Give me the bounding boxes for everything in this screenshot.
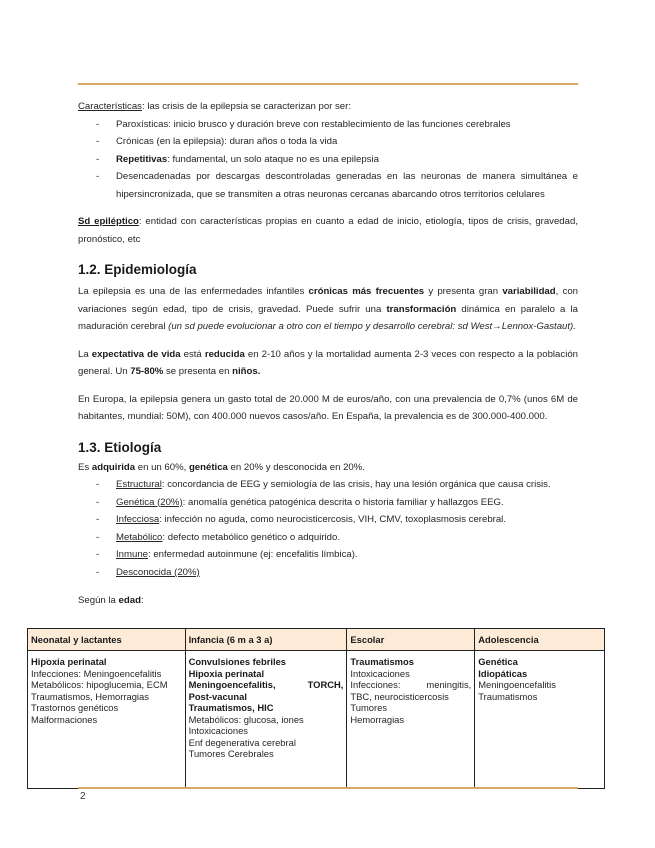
section-heading-epidemiologia: 1.2. Epidemiología [78, 262, 197, 277]
list-item: - Genética (20%): anomalía genética patogénica descrita o historia familiar y hallazgos EEG. [78, 494, 578, 512]
list-item: - Paroxísticas: inicio brusco y duración breve con restablecimiento de las funciones cerebrales [78, 116, 578, 134]
epidemiologia-paragraph-1: La epilepsia es una de las enfermedades infantiles crónicas más frecuentes y presenta gran variabilidad, con variaciones según edad, tipo de crisis, gravedad. Puede sufrir una transformación dinámica en paralelo a la maduración cerebral (un sd puede evolucionar a otro con el tiempo y desarrollo cerebral: sd West→Lennox-Gastaut). [78, 286, 578, 332]
etiologia-list [78, 476, 578, 582]
table-header-cell: Neonatal y lactantes [28, 629, 186, 651]
list-item: - Metabólico: defecto metabólico genético o adquirido. [78, 529, 578, 547]
footer-rule [78, 787, 578, 789]
table-cell-infancia: Convulsiones febriles Hipoxia perinatal Meningoencefalitis, TORCH, Post-vacunal Traumatismos, HIC Metabólicos: glucosa, iones Intoxicaciones Enf degenerativa cerebral Tumores Cerebrales [185, 651, 347, 789]
epidemiologia-paragraph-2: La expectativa de vida está reducida en 2-10 años y la mortalidad aumenta 2-3 veces con respecto a la población general. Un 75-80% se presenta en niños. [78, 348, 578, 377]
caracteristicas-intro: Características: las crisis de la epilepsia se caracterizan por ser: [78, 101, 352, 112]
caracteristicas-list [78, 116, 578, 204]
table-row [28, 651, 605, 789]
table-cell-escolar: Traumatismos Intoxicaciones Infecciones: meningitis, TBC, neurocisticercosis Tumores Hemorragias [347, 651, 475, 789]
sd-epileptico-paragraph: Sd epiléptico: entidad con características propias en cuanto a edad de inicio, etiología, tipos de crisis, gravedad, pronóstico, etc [78, 216, 578, 245]
list-item: - Desconocida (20%) [78, 564, 578, 582]
list-item: - Desencadenadas por descargas descontroladas generadas en las neuronas de manera simultánea e hipersincronizada, que se transmiten a otras neuronas cercanas abarcando otros territorios celulares [78, 168, 578, 203]
etiologia-intro: Es adquirida en un 60%, genética en 20% y desconocida en 20%. [78, 461, 365, 473]
epidemiologia-paragraph-3: En Europa, la epilepsia genera un gasto total de 20.000 M de euros/año, con una prevalencia de 0,7% (unos 6M de habitantes, mundial: 50M), con 400.000 nuevos casos/año. En España, la prevalencia es de 300.000-400.000. [78, 393, 578, 422]
table-header-row [28, 629, 605, 651]
list-item: - Estructural: concordancia de EEG y semiología de las crisis, hay una lesión orgánica que causa crisis. [78, 476, 578, 494]
list-item: - Crónicas (en la epilepsia): duran años o toda la vida [78, 133, 578, 151]
sd-epileptico-label: Sd epiléptico [78, 216, 139, 227]
etiologia-por-edad-table [27, 628, 605, 789]
list-item: - Infecciosa: infección no aguda, como neurocisticercosis, VIH, CMV, toxoplasmosis cerebral. [78, 511, 578, 529]
caracteristicas-label: Características [78, 101, 142, 112]
table-header-cell: Escolar [347, 629, 475, 651]
header-rule [78, 83, 578, 85]
table-header-cell: Infancia (6 m a 3 a) [185, 629, 347, 651]
page-content [78, 98, 578, 609]
section-heading-etiologia: 1.3. Etiología [78, 439, 162, 455]
table-header-cell: Adolescencia [475, 629, 605, 651]
list-item: - Inmune: enfermedad autoinmune (ej: encefalitis límbica). [78, 546, 578, 564]
edad-intro: Según la edad: [78, 594, 144, 606]
list-item: - Repetitivas: fundamental, un solo ataque no es una epilepsia [78, 151, 578, 169]
table-cell-neonatal: Hipoxia perinatal Infecciones: Meningoencefalitis Metabólicos: hipoglucemia, ECM Traumatismos, Hemorragias Trastornos genéticos Malformaciones [28, 651, 186, 789]
page-number: 2 [80, 791, 86, 802]
table-cell-adolescencia: Genética Idiopáticas Meningoencefalitis Traumatismos [475, 651, 605, 789]
